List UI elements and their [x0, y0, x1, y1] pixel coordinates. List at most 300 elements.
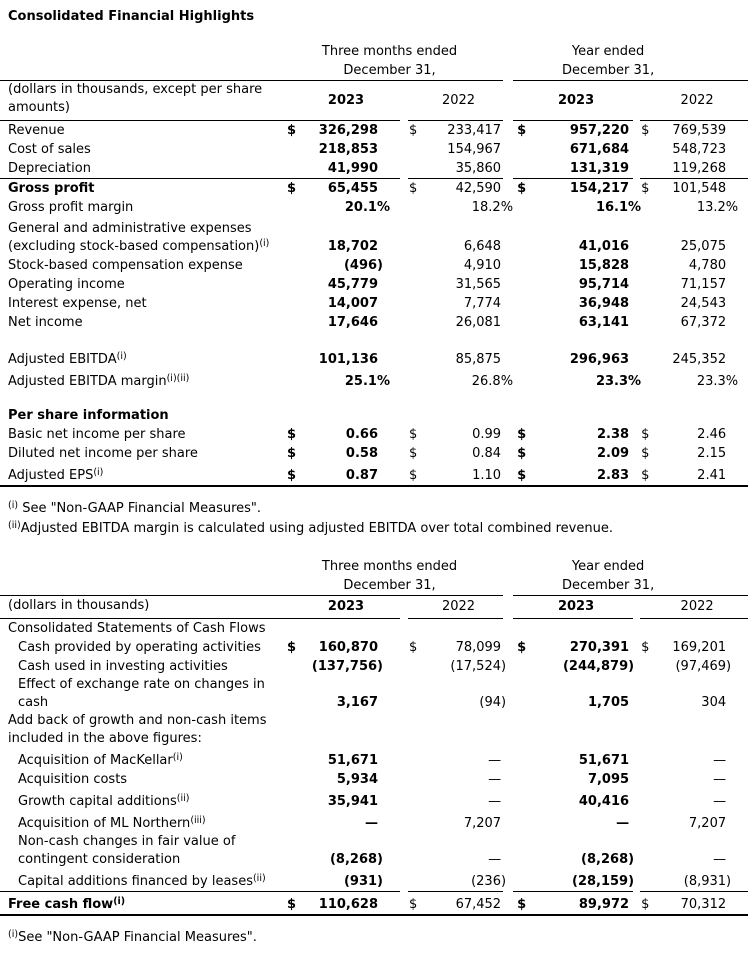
- value-cell: 5,934: [336, 772, 378, 787]
- value-cell: 16.1%: [595, 200, 642, 215]
- column-gap: [633, 294, 640, 313]
- dollar-sign: [513, 369, 533, 391]
- value-cell: 36,948: [578, 296, 630, 311]
- dollar-sign: [640, 256, 654, 275]
- value-cell: 296,963: [569, 352, 630, 367]
- value-cell: 51,671: [578, 753, 630, 768]
- row-label: Consolidated Statements of Cash Flows: [8, 621, 266, 636]
- dollar-sign: [640, 811, 654, 833]
- dollar-sign: [408, 748, 422, 770]
- value-cell: 154,967: [447, 142, 502, 157]
- value-cell: (137,756): [311, 659, 383, 674]
- row-label: Acquisition of MacKellar$^{(i)}$: [18, 752, 183, 768]
- dollar-sign: [408, 198, 422, 217]
- dollar-sign: [408, 869, 422, 892]
- dollar-sign: [286, 347, 306, 369]
- value-cell: —: [488, 753, 502, 768]
- value-cell: 20.1%: [344, 200, 390, 215]
- footnotes: [8, 499, 749, 539]
- column-gap: [400, 425, 408, 444]
- row-label: Depreciation: [0, 159, 286, 179]
- dollar-sign: [513, 770, 533, 789]
- column-gap: [633, 770, 640, 789]
- column-gap: [633, 275, 640, 294]
- dollar-sign: $: [641, 640, 650, 655]
- value-cell: —: [365, 816, 378, 831]
- empty-cell: [533, 406, 633, 425]
- column-gap: [400, 275, 408, 294]
- value-cell: 35,860: [422, 159, 503, 179]
- value-cell: 78,099: [455, 640, 502, 655]
- table-row: [0, 406, 748, 425]
- column-gap: [400, 444, 408, 463]
- value-cell: —: [488, 794, 502, 809]
- column-gap: [400, 676, 408, 712]
- column-gap: [400, 294, 408, 313]
- column-gap: [400, 140, 408, 159]
- value-cell: 23.3%: [595, 374, 642, 389]
- table-row: [0, 619, 748, 639]
- dollar-sign: [513, 275, 533, 294]
- financial-highlights-table: [0, 42, 748, 487]
- dollar-sign: [408, 275, 422, 294]
- value-cell: 18,702: [327, 239, 378, 254]
- value-cell: 67,372: [680, 315, 727, 330]
- dollar-sign: [640, 313, 654, 332]
- column-gap: [503, 789, 513, 811]
- header-row: [0, 81, 748, 121]
- value-cell: 548,723: [672, 142, 727, 157]
- table-row: [0, 770, 748, 789]
- value-cell: 7,774: [463, 296, 502, 311]
- value-cell: (17,524): [450, 659, 507, 674]
- value-cell: (97,469): [675, 659, 732, 674]
- table-row: [0, 833, 748, 869]
- table-row: [0, 657, 748, 676]
- value-cell: (8,268): [329, 852, 383, 867]
- empty-cell: [654, 712, 748, 748]
- row-label: Basic net income per share: [8, 427, 186, 442]
- empty-cell: [654, 619, 748, 639]
- column-gap: [400, 179, 408, 199]
- column-gap: [633, 833, 640, 869]
- dollar-sign: $: [517, 427, 527, 442]
- value-cell: (28,159): [533, 869, 633, 892]
- footnote: [8, 928, 749, 948]
- column-gap: [400, 811, 408, 833]
- value-cell: —: [713, 852, 727, 867]
- period-group-title: Year ended: [571, 44, 645, 59]
- value-cell: 218,853: [318, 142, 378, 157]
- value-cell: 2.09: [596, 446, 630, 461]
- table-row: [0, 811, 748, 833]
- empty-cell: [513, 406, 533, 425]
- dollar-sign: [408, 657, 422, 676]
- value-cell: —: [713, 753, 727, 768]
- dollar-sign: [640, 748, 654, 770]
- dollar-sign: [286, 294, 306, 313]
- empty-cell: [306, 619, 400, 639]
- dollar-sign: $: [517, 640, 527, 655]
- table-row: [0, 347, 748, 369]
- dollar-sign: [513, 140, 533, 159]
- empty-cell: [503, 619, 513, 639]
- column-gap: [400, 789, 408, 811]
- column-gap: [503, 275, 513, 294]
- dollar-sign: [286, 811, 306, 833]
- spacer-row: [0, 391, 748, 406]
- column-gap: [633, 425, 640, 444]
- value-cell: 26.8%: [471, 374, 514, 389]
- dollar-sign: [286, 256, 306, 275]
- label-header: (dollars in thousands): [0, 596, 286, 619]
- value-cell: 769,539: [672, 123, 727, 138]
- dollar-sign: [286, 657, 306, 676]
- column-gap: [503, 557, 513, 576]
- value-cell: 71,157: [680, 277, 727, 292]
- dollar-sign: [286, 313, 306, 332]
- column-gap: [503, 833, 513, 869]
- dollar-sign: $: [409, 640, 418, 655]
- dollar-sign: [408, 313, 422, 332]
- column-gap: [503, 463, 513, 486]
- row-label: Interest expense, net: [8, 296, 147, 311]
- table-row: [0, 275, 748, 294]
- column-gap: [503, 140, 513, 159]
- value-cell: 67,452: [422, 892, 503, 916]
- column-gap: [633, 657, 640, 676]
- dollar-sign: [286, 869, 306, 892]
- dollar-sign: [640, 217, 654, 256]
- column-gap: [633, 789, 640, 811]
- dollar-sign: $: [513, 463, 533, 486]
- column-gap: [633, 81, 640, 121]
- column-gap: [633, 121, 640, 141]
- period-group-subtitle: December 31,: [286, 576, 503, 596]
- value-cell: 51,671: [327, 753, 378, 768]
- dollar-sign: [640, 369, 654, 391]
- row-label: Cash provided by operating activities: [18, 640, 261, 655]
- value-cell: (8,931): [654, 869, 748, 892]
- value-cell: 2.15: [697, 446, 727, 461]
- column-gap: [633, 159, 640, 179]
- empty-cell: [640, 406, 654, 425]
- dollar-sign: $: [286, 463, 306, 486]
- column-gap: [503, 61, 513, 81]
- year-header: 2022: [408, 81, 503, 121]
- value-cell: 26,081: [455, 315, 502, 330]
- column-gap: [400, 833, 408, 869]
- year-header: 2022: [640, 81, 748, 121]
- column-gap: [503, 217, 513, 256]
- dollar-sign: [513, 657, 533, 676]
- dollar-sign: [640, 159, 654, 179]
- value-cell: 40,416: [578, 794, 630, 809]
- table-row: [0, 313, 748, 332]
- label-spacer: [0, 557, 286, 576]
- value-cell: 2.38: [596, 427, 630, 442]
- dollar-sign: [408, 676, 422, 712]
- dollar-sign: [286, 833, 306, 869]
- dollar-sign: [513, 789, 533, 811]
- table-row: [0, 444, 748, 463]
- dollar-sign: $: [409, 427, 418, 442]
- value-cell: 15,828: [578, 258, 630, 273]
- dollar-sign: $: [408, 463, 422, 486]
- dollar-sign: $: [408, 892, 422, 916]
- cash-flow-table: [0, 557, 748, 916]
- dollar-sign: $: [517, 446, 527, 461]
- empty-cell: [533, 712, 633, 748]
- dollar-sign: [286, 217, 306, 256]
- year-header: 2023: [286, 596, 400, 619]
- dollar-sign: [640, 275, 654, 294]
- label-spacer: [0, 42, 286, 61]
- value-cell: 0.66: [345, 427, 378, 442]
- dollar-sign: [513, 313, 533, 332]
- dollar-sign: [513, 676, 533, 712]
- value-cell: 0.84: [472, 446, 502, 461]
- column-gap: [400, 770, 408, 789]
- cash-flow-section: [0, 557, 749, 948]
- column-gap: [503, 256, 513, 275]
- dollar-sign: [408, 789, 422, 811]
- empty-cell: [408, 619, 422, 639]
- dollar-sign: [286, 369, 306, 391]
- empty-cell: [640, 712, 654, 748]
- empty-cell: [640, 619, 654, 639]
- row-label: Capital additions financed by leases$^{(ii)}$: [0, 869, 286, 892]
- value-cell: 89,972: [533, 892, 633, 916]
- column-gap: [503, 892, 513, 916]
- value-cell: 169,201: [672, 640, 727, 655]
- value-cell: 2.46: [697, 427, 727, 442]
- value-cell: 45,779: [327, 277, 378, 292]
- column-gap: [503, 748, 513, 770]
- table-row: [0, 121, 748, 141]
- empty-cell: [422, 619, 503, 639]
- column-gap: [400, 198, 408, 217]
- value-cell: 42,590: [455, 181, 502, 196]
- row-label: Adjusted EPS$^{(i)}$: [0, 463, 286, 486]
- row-label: Effect of exchange rate on changes in cash: [18, 677, 265, 710]
- value-cell: 154,217: [569, 181, 630, 196]
- column-gap: [633, 869, 640, 892]
- column-gap: [633, 313, 640, 332]
- dollar-sign: [640, 770, 654, 789]
- column-gap: [400, 347, 408, 369]
- column-gap: [400, 892, 408, 916]
- column-gap: [400, 121, 408, 141]
- dollar-sign: [513, 159, 533, 179]
- column-gap: [633, 179, 640, 199]
- column-gap: [633, 892, 640, 916]
- header-row: [0, 576, 748, 596]
- dollar-sign: [408, 140, 422, 159]
- value-cell: 7,207: [463, 816, 502, 831]
- empty-cell: [400, 619, 408, 639]
- column-gap: [503, 81, 513, 121]
- dollar-sign: [513, 869, 533, 892]
- table-row: [0, 892, 748, 916]
- spacer: [0, 391, 748, 406]
- spacer: [0, 332, 748, 347]
- dollar-sign: $: [409, 123, 418, 138]
- empty-cell: [503, 406, 513, 425]
- value-cell: 41,016: [578, 239, 630, 254]
- dollar-sign: $: [287, 181, 297, 196]
- column-gap: [503, 179, 513, 199]
- year-header: 2022: [408, 596, 503, 619]
- dollar-sign: [408, 833, 422, 869]
- empty-cell: [422, 712, 503, 748]
- period-group-title: Year ended: [571, 559, 645, 574]
- value-cell: 25.1%: [344, 374, 390, 389]
- dollar-sign: $: [287, 446, 297, 461]
- footnote-marker: (i): [8, 929, 19, 940]
- column-gap: [400, 217, 408, 256]
- value-cell: 119,268: [654, 159, 748, 179]
- table-row: [0, 712, 748, 748]
- column-gap: [633, 638, 640, 657]
- dollar-sign: $: [513, 892, 533, 916]
- table-row: [0, 463, 748, 486]
- column-gap: [633, 444, 640, 463]
- value-cell: 17,646: [327, 315, 378, 330]
- value-cell: 131,319: [533, 159, 633, 179]
- dollar-sign: [513, 347, 533, 369]
- dollar-sign: [408, 369, 422, 391]
- empty-cell: [400, 712, 408, 748]
- column-gap: [400, 657, 408, 676]
- value-cell: —: [488, 772, 502, 787]
- column-gap: [503, 121, 513, 141]
- value-cell: 65,455: [327, 181, 378, 196]
- value-cell: 6,648: [463, 239, 502, 254]
- value-cell: 41,990: [306, 159, 400, 179]
- table-row: [0, 425, 748, 444]
- period-group-subtitle: December 31,: [513, 61, 748, 81]
- label-spacer: [0, 576, 286, 596]
- row-label: Add back of growth and non-cash items included in the above figures:: [8, 713, 267, 746]
- row-label: Cash used in investing activities: [18, 659, 228, 674]
- dollar-sign: [286, 275, 306, 294]
- value-cell: 7,095: [587, 772, 630, 787]
- table-row: [0, 140, 748, 159]
- value-cell: —: [713, 794, 727, 809]
- value-cell: 245,352: [672, 352, 727, 367]
- dollar-sign: [640, 869, 654, 892]
- empty-cell: [513, 712, 533, 748]
- footnote: [8, 499, 749, 519]
- empty-cell: [503, 712, 513, 748]
- year-header: 2022: [640, 596, 748, 619]
- empty-cell: [306, 712, 400, 748]
- period-group-title: Three months ended: [321, 559, 458, 574]
- dollar-sign: [513, 217, 533, 256]
- table-row: [0, 256, 748, 275]
- dollar-sign: [513, 256, 533, 275]
- value-cell: 63,141: [578, 315, 630, 330]
- value-cell: 95,714: [578, 277, 630, 292]
- year-header: 2023: [286, 81, 400, 121]
- value-cell: 13.2%: [696, 200, 739, 215]
- column-gap: [633, 347, 640, 369]
- dollar-sign: $: [640, 892, 654, 916]
- dollar-sign: [640, 140, 654, 159]
- value-cell: 957,220: [569, 123, 630, 138]
- column-gap: [503, 313, 513, 332]
- value-cell: 2.41: [654, 463, 748, 486]
- column-gap: [400, 81, 408, 121]
- period-group-title: Three months ended: [321, 44, 458, 59]
- row-label: Per share information: [8, 408, 169, 423]
- dollar-sign: [286, 748, 306, 770]
- dollar-sign: [513, 833, 533, 869]
- table-row: [0, 789, 748, 811]
- value-cell: 0.99: [472, 427, 502, 442]
- dollar-sign: [408, 294, 422, 313]
- value-cell: 233,417: [447, 123, 502, 138]
- empty-cell: [286, 712, 306, 748]
- empty-cell: [400, 406, 408, 425]
- dollar-sign: [640, 198, 654, 217]
- column-gap: [633, 256, 640, 275]
- column-gap: [633, 676, 640, 712]
- row-label: Stock-based compensation expense: [8, 258, 243, 273]
- value-cell: 85,875: [455, 352, 502, 367]
- row-label: Cost of sales: [8, 142, 91, 157]
- empty-cell: [286, 619, 306, 639]
- column-gap: [400, 369, 408, 391]
- column-gap: [400, 638, 408, 657]
- dollar-sign: [640, 789, 654, 811]
- value-cell: (8,268): [581, 852, 635, 867]
- value-cell: 160,870: [318, 640, 378, 655]
- dollar-sign: $: [287, 123, 297, 138]
- header-row: [0, 42, 748, 61]
- dollar-sign: [286, 140, 306, 159]
- income-statement-section: [0, 42, 749, 539]
- column-gap: [400, 463, 408, 486]
- dollar-sign: $: [641, 123, 650, 138]
- footnote-text: See "Non-GAAP Financial Measures".: [18, 930, 257, 945]
- column-gap: [633, 217, 640, 256]
- column-gap: [503, 425, 513, 444]
- column-gap: [633, 811, 640, 833]
- table-row: [0, 159, 748, 179]
- column-gap: [503, 596, 513, 619]
- footnote-marker: (ii): [8, 520, 21, 531]
- value-cell: (931): [306, 869, 400, 892]
- value-cell: —: [713, 772, 727, 787]
- row-label: Adjusted EBITDA$^{(i)}$: [8, 351, 127, 367]
- empty-cell: [533, 619, 633, 639]
- dollar-sign: $: [641, 427, 650, 442]
- column-gap: [400, 596, 408, 619]
- dollar-sign: $: [409, 181, 418, 196]
- dollar-sign: [513, 294, 533, 313]
- spacer-row: [0, 332, 748, 347]
- dollar-sign: $: [409, 446, 418, 461]
- empty-cell: [633, 712, 640, 748]
- dollar-sign: [640, 833, 654, 869]
- column-gap: [503, 811, 513, 833]
- table-row: [0, 638, 748, 657]
- table-row: [0, 748, 748, 770]
- row-label: Revenue: [8, 123, 65, 138]
- value-cell: 326,298: [318, 123, 378, 138]
